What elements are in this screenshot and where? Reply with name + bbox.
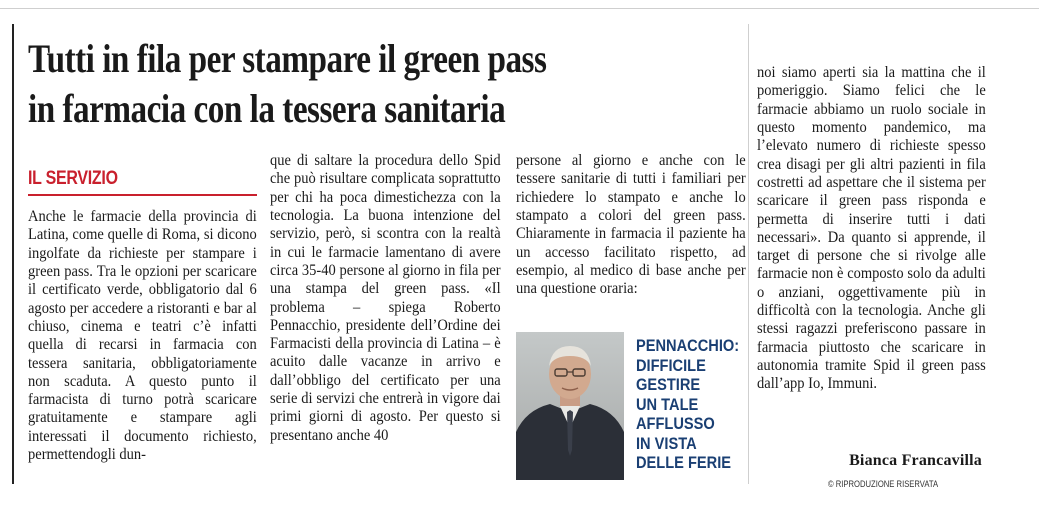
rubric-label: IL SERVIZIO <box>28 168 118 189</box>
rubric-underline <box>28 194 257 196</box>
author-byline: Bianca Francavilla <box>849 452 982 469</box>
body-column-2: que di saltare la procedura dello Spid che può risultare complicata soprattutto per chi ha poca dimestichezza con la tecnologia. La buona intenzione del servizio, però, si scontra con la realtà in cui le farmacie lamentano di avere circa 35-40 persone al giorno in fila per una stampa del green pass. «Il problema – spiega Roberto Pennacchio, presidente dell’Ordine dei Farmacisti della provincia di Latina – è acuito dalle vacanze in arrivo e dall’obbligo del certificato per una serie di servizi che entrerà in vigore dai primi giorni di agosto. Per questo si presentano anche 40 <box>270 152 501 444</box>
body-column-3: persone al giorno e anche con le tessere sanitarie di tutti i familiari per richiedere lo stampato e anche lo stampato a colori del green pass. Chiaramente in farmacia il paziente ha un accesso facilitato rispetto, ad esempio, al medico di base anche per una questione oraria: <box>516 152 746 298</box>
body-column-1: Anche le farmacie della provincia di Latina, come quelle di Roma, si dicono ingolfate da richieste per stampare i green pass. Tra le opzioni per scaricare il certificato verde, obbligatorio dal 6 agosto per accedere a ristoranti e bar al chiuso, cinema e teatri c’è infatti quella di recarsi in farmacia con tessera sanitaria, obbligatoriamente non scaduta. A questo punto il farmacista di turno potrà scaricare gratuitamente e stampare agli interessati il documento richiesto, permettendogli dun- <box>28 208 257 464</box>
column-separator <box>748 24 749 484</box>
rubric-section-label <box>28 167 257 197</box>
pull-quote: PENNACCHIO: DIFFICILE GESTIRE UN TALE AFFLUSSO IN VISTA DELLE FERIE <box>636 336 740 472</box>
copyright-notice: © RIPRODUZIONE RISERVATA <box>828 479 939 489</box>
portrait-illustration <box>516 332 624 480</box>
headline: Tutti in fila per stampare il green pass in farmacia con la tessera sanitaria <box>28 36 547 131</box>
top-rule <box>0 8 1039 9</box>
portrait-photo <box>516 332 624 480</box>
body-column-4: noi siamo aperti sia la mattina che il pomeriggio. Siamo felici che le farmacie abbiamo un ruolo sociale in questo momento pandemico, ma l’elevato numero di richieste spesso crea disagi per gli altri pazienti in fila costretti ad aspettare che il sistema per scaricare il green pass risponda e permetta di inserire tutti i dati necessari». Da quanto si apprende, il target di persone che si rivolge alle farmacie non è composto solo da adulti o anziani, oggettivamente più in difficoltà con la tecnologia. Anche gli stessi ragazzi preferiscono passare in farmacia piuttosto che scaricare in autonomia tramite Spid il green pass dall’app Io, Immuni. <box>757 64 986 393</box>
left-border-rule <box>12 24 14 484</box>
